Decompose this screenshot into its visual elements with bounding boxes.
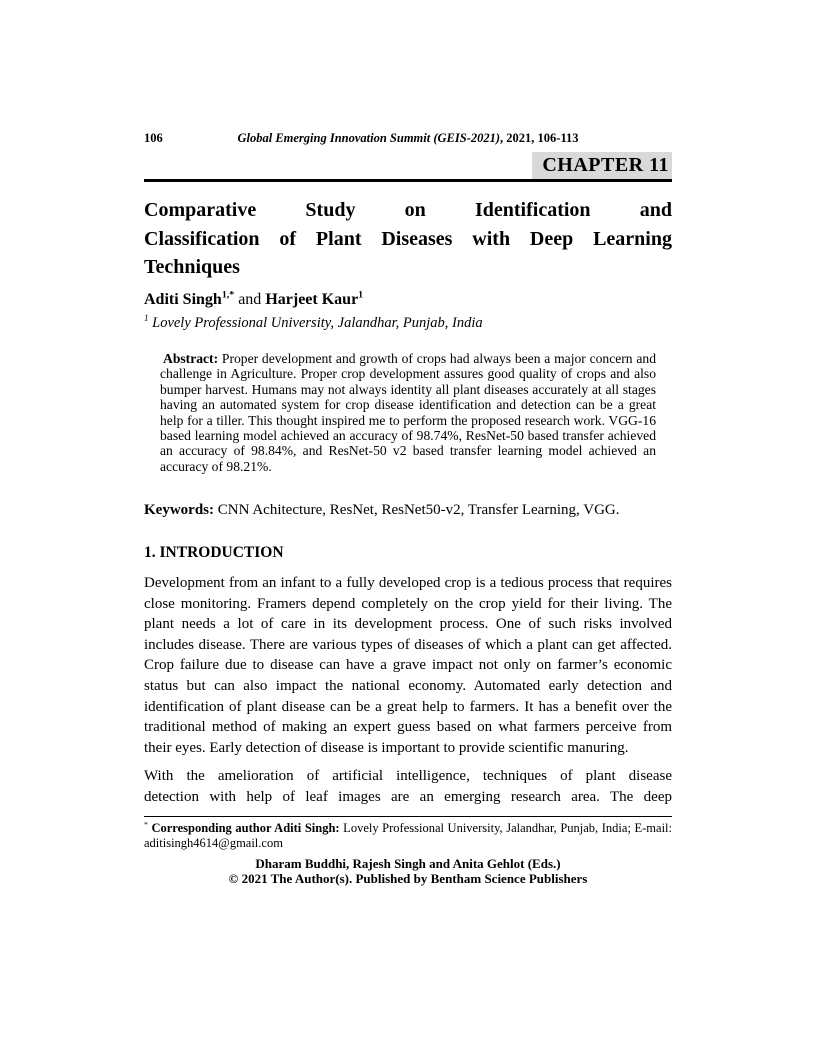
introduction-paragraph-1: Development from an infant to a fully developed crop is a tedious process that requires close monitoring. Framers depend completely on the crop yield for their living. The plant needs a lot of care in its development process. One of such risks involved includes disease. There are various types of diseases of which a plant can get affected. Crop failure due to disease can have a grave impact not only on farmer’s economic status but can also impact the national economy. Automated early detection and identification of plant disease can be a great help to farmers. It has a benefit over the traditional method of making an expert guess based on what farmers perceive from their eyes. Early detection of disease is important to provide scientific manuring.	[144, 575, 672, 756]
abstract-block	[160, 351, 656, 474]
keywords-label: Keywords:	[144, 502, 214, 518]
corresponding-author-footnote	[144, 816, 672, 850]
keywords-text: CNN Achitecture, ResNet, ResNet50-v2, Transfer Learning, VGG.	[214, 502, 620, 518]
author-1-superscript: 1,*	[221, 289, 235, 301]
footnote-text: Lovely Professional University, Jalandhar, Punjab, India; E-mail: aditisingh4614@gmail.com	[144, 821, 672, 850]
running-header	[144, 131, 672, 147]
chapter-title	[144, 196, 672, 282]
copyright-line: © 2021 The Author(s). Published by Bentham Science Publishers	[228, 871, 588, 886]
chapter-badge: CHAPTER 11	[532, 152, 672, 179]
abstract-text: Proper development and growth of crops had always been a major concern and challenge in Agriculture. Proper crop development assures good quality of crops and also bumper harvest. Humans may not always identity all plant diseases accurately at all stages having an automated system for crop disease identification and detection can be a great help for a tiller. This thought inspired me to perform the proposed research work. VGG-16 based learning model achieved an accuracy of 98.74%, ResNet-50 based transfer achieved an accuracy of 98.84%, and ResNet-50 v2 based transfer learning model achieved an accuracy of 98.21%.	[160, 351, 656, 474]
journal-title: Global Emerging Innovation Summit (GEIS-2021)	[237, 131, 501, 145]
author-2-name: Harjeet Kaur	[265, 291, 359, 308]
chapter-title-line-3: Techniques	[144, 256, 240, 278]
chapter-rule	[144, 152, 672, 182]
affiliation-line	[144, 315, 672, 332]
author-1-name: Aditi Singh	[144, 291, 222, 308]
affiliation-superscript: 1	[144, 313, 149, 324]
chapter-title-line-2: Classification of Plant Diseases with Deep Learning	[144, 227, 672, 250]
journal-citation-pages: , 2021, 106-113	[500, 131, 579, 145]
author-separator: and	[234, 291, 266, 308]
editors-line: Dharam Buddhi, Rajesh Singh and Anita Gehlot (Eds.)	[255, 856, 561, 871]
chapter-title-line-1: Comparative Study on Identification and	[144, 199, 672, 221]
introduction-paragraph-2-line-1: With the amelioration of artificial intelligence, techniques of plant disease	[144, 768, 672, 784]
page-number: 106	[144, 131, 163, 145]
section-heading-introduction: 1. INTRODUCTION	[144, 544, 284, 561]
affiliation-text: Lovely Professional University, Jalandhar, Punjab, India	[148, 315, 483, 331]
introduction-paragraph-2	[144, 766, 672, 807]
keywords-line	[144, 502, 672, 519]
author-2-superscript: 1	[358, 289, 364, 301]
author-line	[144, 291, 672, 309]
journal-citation	[237, 131, 578, 145]
introduction-paragraph-2-line-2: detection with help of leaf images are an emerging research area. The deep	[144, 788, 672, 805]
abstract-label: Abstract:	[163, 351, 219, 366]
publisher-footer	[144, 856, 672, 886]
footnote-bold-text: Corresponding author Aditi Singh:	[147, 821, 340, 835]
footnote-asterisk: *	[144, 819, 148, 829]
